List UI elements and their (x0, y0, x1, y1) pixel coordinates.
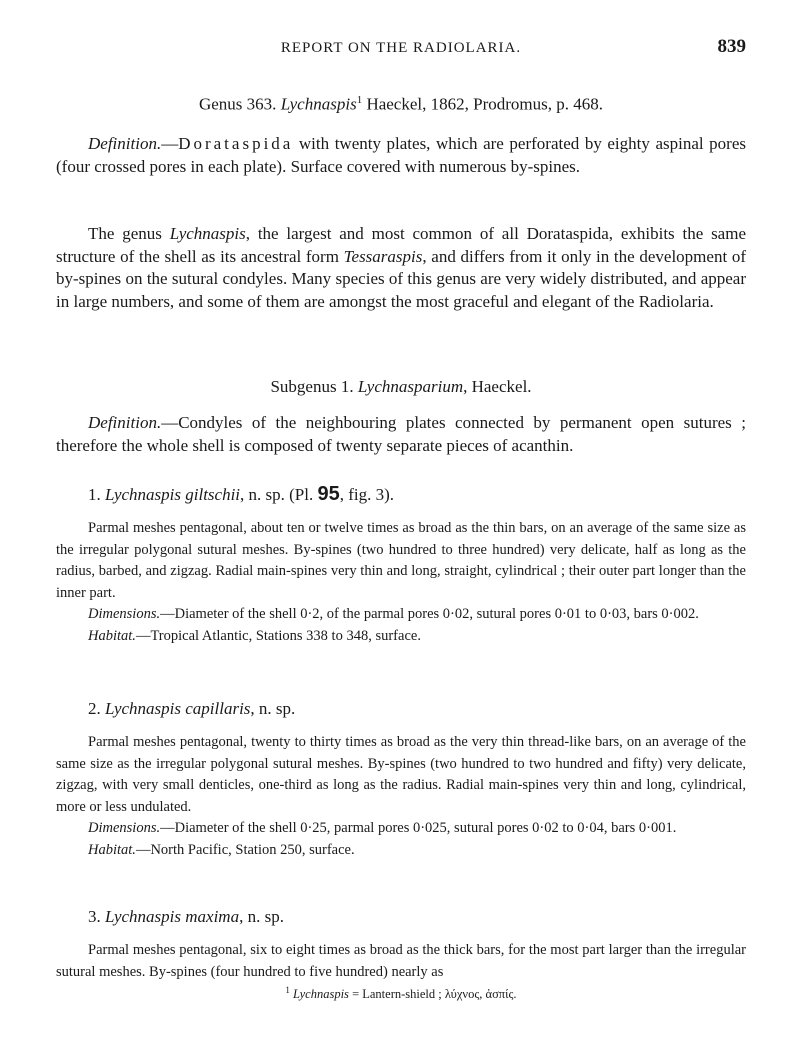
species-description: Parmal meshes pentagonal, about ten or twelve times as broad as the thin bars, on an average of the same size as the irregular polygonal sutural meshes. By-spines (two hundred to three hundred) very delicate, half as long as the radius, barbed, and zigzag. Radial main-spines very thin and long, straight, cylindrical ; their outer part longer than the inner part. (56, 520, 746, 601)
definition-spaced-word: Dorataspida (178, 134, 294, 153)
species-after-name: , n. sp. (250, 699, 296, 718)
species-number: 2. (88, 699, 105, 718)
species-number: 1. (88, 485, 105, 504)
habitat-label: Habitat. (88, 627, 136, 644)
running-head (56, 36, 746, 60)
intro-text-1: The genus (88, 224, 170, 243)
genus-prefix: Genus 363. (198, 94, 281, 114)
genus-heading (56, 94, 746, 115)
species-2-body (56, 732, 746, 861)
genus-name: Lychnaspis (280, 94, 357, 114)
genus-definition (56, 133, 746, 178)
species-after-name: , n. sp. (Pl. (240, 485, 318, 504)
intro-genus-name: Lychnaspis (169, 224, 246, 243)
subgenus-definition-text: —Condyles of the neighbouring plates connected by permanent open sutures ; therefore the whole shell is composed of twenty separate pieces of acanthin. (56, 413, 746, 455)
definition-label: Definition. (88, 134, 162, 153)
dimensions-text: —Diameter of the shell 0·25, parmal pores 0·025, sutural pores 0·02 to 0·04, bars 0·001. (160, 820, 677, 836)
subgenus-suffix: , Haeckel. (463, 377, 532, 396)
footnote-text: = Lantern-shield ; λύχνος, ἀσπίς. (348, 987, 517, 1002)
intro-paragraph (56, 223, 746, 313)
footnote-reference: 1 (356, 94, 363, 106)
species-heading-2 (88, 699, 295, 719)
page-number: 839 (717, 36, 746, 57)
species-heading-1 (88, 483, 394, 506)
plate-number: 95 (317, 483, 340, 505)
footnote (56, 985, 746, 1002)
subgenus-definition (56, 412, 746, 457)
habitat-label: Habitat. (88, 841, 136, 858)
footnote-term: Lychnaspis (293, 987, 349, 1002)
species-description: Parmal meshes pentagonal, six to eight times as broad as the thick bars, for the most part larger than the irregular sutural meshes. By-spines (four hundred to five hundred) nearly as (56, 942, 746, 980)
genus-suffix: Haeckel, 1862, Prodromus, p. 468. (362, 94, 603, 114)
species-3-body (56, 940, 746, 983)
habitat-text: —Tropical Atlantic, Stations 338 to 348, surface. (135, 627, 421, 644)
definition-dash: — (161, 134, 179, 153)
species-name: Lychnaspis capillaris (105, 699, 251, 718)
species-habitat (56, 626, 746, 648)
species-heading-3 (88, 907, 284, 927)
habitat-text: —North Pacific, Station 250, surface. (135, 841, 355, 858)
footnote-mark: 1 (285, 985, 290, 995)
figure-reference: , fig. 3). (339, 485, 395, 504)
species-name: Lychnaspis giltschii (105, 485, 241, 504)
dimensions-label: Dimensions. (88, 606, 161, 622)
definition-text: with twenty plates, which are perforated by eighty aspinal pores (four crossed pores in each plate). Surface covered with numerous by-spines. (56, 134, 746, 176)
intro-ancestor-name: Tessaraspis (343, 246, 423, 266)
dimensions-text: —Diameter of the shell 0·2, of the parmal pores 0·02, sutural pores 0·01 to 0·03, bars 0·002. (160, 606, 699, 622)
subgenus-prefix: Subgenus 1. (270, 377, 358, 396)
running-title: REPORT ON THE RADIOLARIA. (280, 40, 522, 56)
species-1-body (56, 518, 746, 647)
species-dimensions (56, 818, 746, 840)
species-description: Parmal meshes pentagonal, twenty to thirty times as broad as the very thin thread-like bars, on an average of the same size as the irregular polygonal sutural meshes. By-spines (two hundred to two hundred and fifty) very delicate, zigzag, with very small denticles, one-third as long as the radius. Radial main-spines very thin and long, cylindrical, more or less undulated. (56, 734, 746, 815)
species-dimensions (56, 604, 746, 626)
subgenus-name: Lychnasparium (357, 377, 464, 396)
intro-text-2: , the largest and most common of all Dorataspida, exhibits the same structure of the shell as its ancestral form (56, 224, 746, 266)
species-number: 3. (88, 907, 105, 926)
dimensions-label: Dimensions. (88, 820, 161, 836)
intro-text-3: , and differs from it only in the development of by-spines on the sutural condyles. Many species of this genus are very widely distributed, and appear in large numbers, and some of them are amongst the most graceful and elegant of the Radiolaria. (56, 246, 747, 311)
species-habitat (56, 840, 746, 862)
subgenus-heading (56, 377, 746, 397)
species-name: Lychnaspis maxima (105, 907, 240, 926)
subgenus-definition-label: Definition. (88, 413, 162, 432)
species-after-name: , n. sp. (239, 907, 284, 926)
